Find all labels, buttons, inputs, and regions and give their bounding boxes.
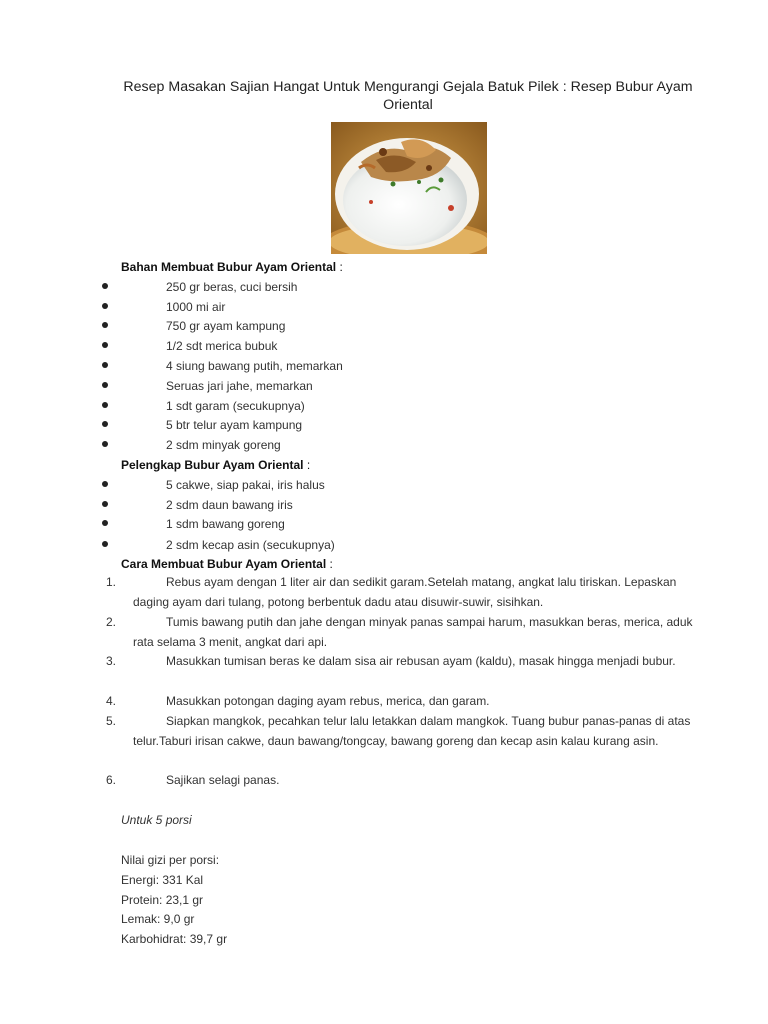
- cara-heading: [121, 557, 333, 571]
- bubur-ayam-photo-icon: [331, 122, 487, 254]
- step-number: 5.: [106, 714, 117, 728]
- pelengkap-heading: [121, 458, 310, 472]
- bullet-icon: [102, 342, 108, 348]
- bullet-icon: [102, 481, 108, 487]
- pelengkap-item-text: 2 sdm kecap asin (secukupnya): [166, 538, 335, 552]
- list-item: [0, 319, 700, 339]
- list-item: [0, 498, 700, 518]
- step-text: Masukkan potongan daging ayam rebus, merica, dan garam.: [166, 694, 490, 708]
- bahan-heading: [121, 260, 343, 274]
- list-item: [0, 280, 700, 300]
- pelengkap-heading-text: Pelengkap Bubur Ayam Oriental: [121, 458, 304, 472]
- bahan-item-text: 5 btr telur ayam kampung: [166, 418, 303, 432]
- bullet-icon: [102, 441, 108, 447]
- list-item: [0, 478, 700, 498]
- step-number: 3.: [106, 654, 117, 668]
- bubur-ayam-photo: [331, 122, 487, 254]
- bahan-item-text: 750 gr ayam kampung: [166, 319, 286, 333]
- gizi-karbohidrat: Karbohidrat: 39,7 gr: [121, 932, 228, 946]
- bullet-icon: [102, 501, 108, 507]
- step-text: Sajikan selagi panas.: [166, 773, 280, 787]
- list-item: [0, 379, 700, 399]
- bahan-item-text: 250 gr beras, cuci bersih: [166, 280, 298, 294]
- pelengkap-item-text: 5 cakwe, siap pakai, iris halus: [166, 478, 325, 492]
- bahan-heading-colon: :: [336, 260, 343, 274]
- bullet-icon: [102, 541, 108, 547]
- step-number: 2.: [106, 615, 117, 629]
- gizi-energi: Energi: 331 Kal: [121, 873, 204, 887]
- step-text: Rebus ayam dengan 1 liter air dan sedikit garam.Setelah matang, angkat lalu tiriskan. Lepaskan daging ayam dari tulang, potong berbentuk dadu atau disuwir-suwir, sisihkan.: [133, 575, 677, 609]
- list-item: [0, 438, 700, 458]
- bullet-icon: [102, 382, 108, 388]
- page-title: Resep Masakan Sajian Hangat Untuk Mengurangi Gejala Batuk Pilek : Resep Bubur Ayam Oriental: [123, 79, 693, 113]
- list-item: [0, 538, 700, 558]
- bahan-item-text: Seruas jari jahe, memarkan: [166, 379, 313, 393]
- bahan-item-text: 1000 mi air: [166, 300, 226, 314]
- pelengkap-item-text: 1 sdm bawang goreng: [166, 517, 285, 531]
- bahan-item-text: 4 siung bawang putih, memarkan: [166, 359, 343, 373]
- bullet-icon: [102, 303, 108, 309]
- bullet-icon: [102, 362, 108, 368]
- list-item: [0, 359, 700, 379]
- gizi-heading: Nilai gizi per porsi:: [121, 853, 220, 867]
- list-item: [0, 339, 700, 359]
- gizi-protein: Protein: 23,1 gr: [121, 893, 204, 907]
- pelengkap-item-text: 2 sdm daun bawang iris: [166, 498, 293, 512]
- step-text: Masukkan tumisan beras ke dalam sisa air rebusan ayam (kaldu), masak hingga menjadi bubur.: [166, 654, 676, 668]
- bahan-item-text: 1/2 sdt merica bubuk: [166, 339, 278, 353]
- step-number: 4.: [106, 694, 117, 708]
- bullet-icon: [102, 283, 108, 289]
- step-number: 1.: [106, 575, 117, 589]
- bullet-icon: [102, 402, 108, 408]
- list-item: [0, 300, 700, 320]
- list-item: [0, 399, 700, 419]
- bullet-icon: [102, 421, 108, 427]
- step-text: Siapkan mangkok, pecahkan telur lalu letakkan dalam mangkok. Tuang bubur panas-panas di atas telur.Taburi irisan cakwe, daun bawang/tongcay, bawang goreng dan kecap asin kalau kurang asin.: [133, 714, 691, 748]
- cara-heading-text: Cara Membuat Bubur Ayam Oriental: [121, 557, 327, 571]
- bullet-icon: [102, 520, 108, 526]
- bahan-heading-text: Bahan Membuat Bubur Ayam Oriental: [121, 260, 337, 274]
- bahan-item-text: 2 sdm minyak goreng: [166, 438, 281, 452]
- step-text: Tumis bawang putih dan jahe dengan minyak panas sampai harum, masukkan beras, merica, aduk rata selama 3 menit, angkat dari api.: [133, 615, 693, 649]
- list-item: [0, 517, 700, 537]
- step-number: 6.: [106, 773, 117, 787]
- bahan-item-text: 1 sdt garam (secukupnya): [166, 399, 305, 413]
- bullet-icon: [102, 322, 108, 328]
- pelengkap-heading-colon: :: [303, 458, 311, 472]
- cara-heading-colon: :: [326, 557, 333, 571]
- list-item: [0, 418, 700, 438]
- gizi-lemak: Lemak: 9,0 gr: [121, 912, 195, 926]
- porsi-text: Untuk 5 porsi: [121, 813, 192, 827]
